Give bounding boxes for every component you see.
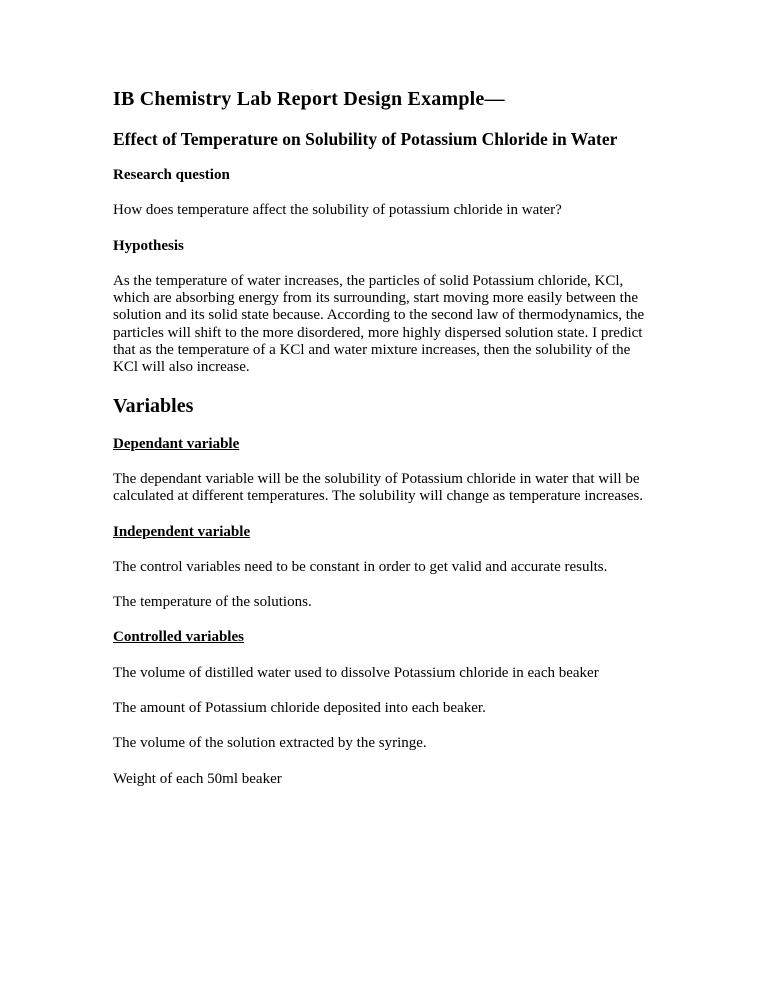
hypothesis-text: As the temperature of water increases, the particles of solid Potassium chloride, KCl, which are absorbing energy from its surrounding, start moving more easily between the solution and its solid state because. According to the second law of thermodynamics, the particles will shift to the more disordered, more highly dispersed solution state. I predict that as the temperature of a KCl and water mixture increases, then the solubility of the KCl will also increase. (113, 272, 645, 376)
research-question-text: How does temperature affect the solubility of potassium chloride in water? (113, 202, 562, 219)
document-subtitle: Effect of Temperature on Solubility of Potassium Chloride in Water (113, 129, 618, 149)
research-question-heading: Research question (113, 167, 230, 183)
dependant-variable-heading: Dependant variable (113, 435, 240, 452)
variables-heading: Variables (113, 394, 194, 417)
controlled-variables-heading: Controlled variables (113, 629, 244, 646)
controlled-variable-text-3: The volume of the solution extracted by the syringe. (113, 735, 427, 752)
independent-variable-text-2: The temperature of the solutions. (113, 594, 312, 611)
controlled-variable-text-2: The amount of Potassium chloride deposited into each beaker. (113, 700, 486, 717)
document-title: IB Chemistry Lab Report Design Example— (113, 88, 505, 110)
independent-variable-heading: Independent variable (113, 523, 251, 540)
controlled-variable-text-1: The volume of distilled water used to dissolve Potassium chloride in each beaker (113, 664, 599, 681)
dependant-variable-text: The dependant variable will be the solubility of Potassium chloride in water that will be calculated at different temperatures. The solubility will change as temperature increases. (113, 470, 644, 505)
hypothesis-heading: Hypothesis (113, 237, 184, 254)
controlled-variable-text-4: Weight of each 50ml beaker (113, 770, 282, 787)
independent-variable-text-1: The control variables need to be constant in order to get valid and accurate results. (113, 558, 608, 575)
